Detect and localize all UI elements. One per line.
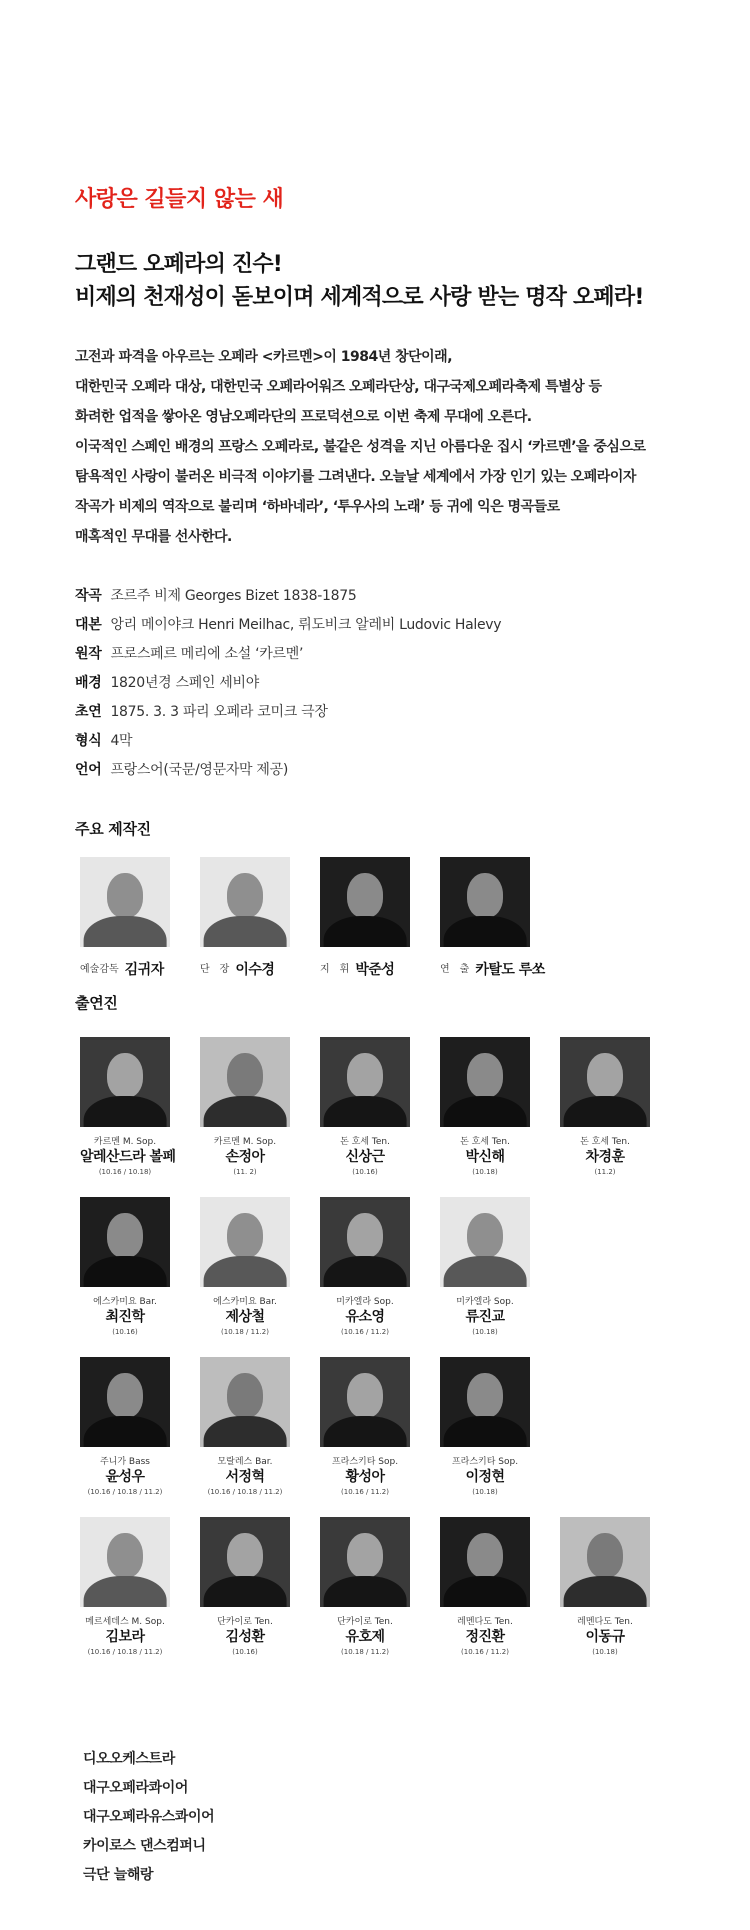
cast-dates: (11. 2) [233, 1168, 257, 1176]
info-label: 형식 [75, 733, 102, 749]
info-value: 4막 [110, 733, 133, 749]
portrait-body-shape [444, 1256, 527, 1287]
portrait-body-shape [204, 1576, 287, 1607]
headline [75, 248, 644, 314]
cast-card [560, 1037, 680, 1177]
cast-caption [440, 1617, 530, 1657]
staff-section-title: 주요 제작진 [75, 820, 151, 838]
portrait-body-shape [564, 1096, 647, 1127]
cast-name: 이정현 [465, 1469, 505, 1485]
info-row-source [75, 640, 501, 669]
cast-caption [80, 1137, 176, 1177]
cast-role: 미카엘라 Sop. [336, 1297, 394, 1307]
intro-line: 대한민국 오페라 대상, 대한민국 오페라어워즈 오페라단상, 대구국제오페라축제 특별상 등 [75, 379, 602, 395]
cast-role: 에스카미요 Bar. [213, 1297, 277, 1307]
intro-line: 탐욕적인 사랑이 불러온 비극적 이야기를 그려낸다. 오늘날 세계에서 가장 인기 있는 오페라이자 [75, 469, 636, 485]
cast-card [320, 1357, 440, 1497]
portrait-photo [440, 1517, 530, 1607]
cast-caption [200, 1137, 290, 1177]
cast-caption [440, 1457, 530, 1497]
info-label: 언어 [75, 762, 102, 778]
portrait-head-shape [587, 1533, 623, 1578]
staff-role: 연 출 [440, 964, 470, 975]
portrait-photo [320, 1197, 410, 1287]
portrait-head-shape [467, 1373, 503, 1418]
cast-role: 카르멘 M. Sop. [93, 1137, 157, 1147]
cast-card [200, 1037, 320, 1177]
cast-dates: (10.18) [592, 1648, 618, 1656]
cast-card [200, 1517, 320, 1657]
portrait-photo [200, 1037, 290, 1127]
cast-caption [320, 1297, 410, 1337]
cast-row [80, 1037, 680, 1177]
portrait-body-shape [324, 1416, 407, 1447]
cast-name: 이동규 [585, 1629, 625, 1645]
portrait-head-shape [227, 1373, 263, 1418]
cast-dates: (10.16 / 10.18 / 11.2) [87, 1648, 163, 1656]
portrait-body-shape [84, 1416, 167, 1447]
intro-line: 화려한 업적을 쌓아온 영남오페라단의 프로덕션으로 이번 축제 무대에 오른다. [75, 409, 532, 425]
portrait-body-shape [84, 1256, 167, 1287]
staff-name: 이수경 [235, 962, 275, 978]
cast-card [200, 1357, 320, 1497]
cast-row [80, 1197, 560, 1337]
cast-section-title: 출연진 [75, 994, 118, 1012]
cast-name: 차경훈 [585, 1149, 625, 1165]
portrait-body-shape [444, 916, 527, 947]
staff-role: 지 휘 [320, 964, 350, 975]
portrait-photo [440, 1357, 530, 1447]
portrait-body-shape [564, 1576, 647, 1607]
portrait-body-shape [204, 916, 287, 947]
info-label: 원작 [75, 646, 102, 662]
cast-dates: (10.18) [472, 1328, 498, 1336]
cast-dates: (10.16 / 11.2) [461, 1648, 509, 1656]
portrait-photo [200, 1357, 290, 1447]
portrait-body-shape [324, 1256, 407, 1287]
info-value: 프로스페르 메리에 소설 ‘카르멘’ [110, 646, 304, 662]
portrait-body-shape [84, 1096, 167, 1127]
portrait-head-shape [107, 1373, 143, 1418]
staff-name: 김귀자 [124, 962, 164, 978]
portrait-photo [80, 1037, 170, 1127]
info-row-composer [75, 582, 501, 611]
info-value: 앙리 메이야크 Henri Meilhac, 뤼도비크 알레비 Ludovic Halevy [110, 617, 502, 633]
tagline: 사랑은 길들지 않는 새 [75, 187, 284, 212]
staff-card [440, 857, 560, 979]
portrait-head-shape [347, 1053, 383, 1098]
cast-dates: (10.18) [472, 1168, 498, 1176]
cast-role: 프라스키타 Sop. [331, 1457, 399, 1467]
portrait-head-shape [347, 873, 383, 918]
portrait-photo [320, 857, 410, 947]
cast-row [80, 1517, 680, 1657]
cast-caption [80, 1297, 170, 1337]
portrait-body-shape [444, 1096, 527, 1127]
cast-card [80, 1517, 200, 1657]
cast-card [440, 1197, 560, 1337]
info-value: 조르주 비제 Georges Bizet 1838-1875 [110, 588, 357, 604]
cast-name: 제상철 [225, 1309, 265, 1325]
portrait-body-shape [324, 1096, 407, 1127]
info-row-language [75, 756, 501, 785]
cast-card [80, 1037, 200, 1177]
cast-card [200, 1197, 320, 1337]
ensemble-item: 카이로스 댄스컴퍼니 [83, 1838, 206, 1854]
cast-role: 에스카미요 Bar. [93, 1297, 157, 1307]
staff-caption [320, 959, 440, 979]
staff-caption [440, 959, 560, 979]
cast-name: 서정혁 [225, 1469, 265, 1485]
cast-dates: (10.16) [352, 1168, 378, 1176]
portrait-photo [560, 1037, 650, 1127]
portrait-head-shape [107, 1533, 143, 1578]
staff-role: 단 장 [200, 964, 230, 975]
cast-name: 류진교 [465, 1309, 505, 1325]
portrait-photo [560, 1517, 650, 1607]
cast-dates: (10.18 / 11.2) [221, 1328, 269, 1336]
portrait-head-shape [107, 873, 143, 918]
portrait-head-shape [347, 1533, 383, 1578]
cast-caption [560, 1617, 650, 1657]
cast-caption [80, 1457, 170, 1497]
intro-line: 고전과 파격을 아우르는 오페라 <카르멘>이 1984년 창단이래, [75, 349, 453, 365]
info-row-setting [75, 669, 501, 698]
cast-name: 김성환 [225, 1629, 265, 1645]
cast-caption [320, 1617, 410, 1657]
intro-line: 매혹적인 무대를 선사한다. [75, 529, 232, 545]
cast-dates: (10.16) [112, 1328, 138, 1336]
cast-name: 유소영 [345, 1309, 385, 1325]
cast-name: 황성아 [345, 1469, 385, 1485]
portrait-body-shape [444, 1576, 527, 1607]
cast-card [560, 1517, 680, 1657]
ensemble-list [83, 1745, 214, 1890]
cast-dates: (10.16 / 11.2) [341, 1328, 389, 1336]
portrait-photo [80, 1197, 170, 1287]
cast-row [80, 1357, 560, 1497]
info-value: 1820년경 스페인 세비야 [110, 675, 259, 691]
portrait-head-shape [467, 1053, 503, 1098]
cast-card [320, 1037, 440, 1177]
headline-line-2: 비제의 천재성이 돋보이며 세계적으로 사랑 받는 명작 오페라! [75, 285, 644, 310]
cast-caption [320, 1137, 410, 1177]
staff-list [80, 857, 560, 979]
staff-card [200, 857, 320, 979]
cast-name: 신상근 [345, 1149, 385, 1165]
info-label: 초연 [75, 704, 102, 720]
info-label: 대본 [75, 617, 102, 633]
cast-card [320, 1197, 440, 1337]
portrait-head-shape [587, 1053, 623, 1098]
portrait-photo [320, 1357, 410, 1447]
intro-line: 이국적인 스페인 배경의 프랑스 오페라로, 불같은 성격을 지닌 아름다운 집시 ‘카르멘’을 중심으로 [75, 439, 646, 455]
cast-name: 알레산드라 볼페 [80, 1149, 176, 1165]
portrait-body-shape [204, 1096, 287, 1127]
portrait-head-shape [227, 873, 263, 918]
cast-caption [440, 1137, 530, 1177]
cast-dates: (10.16 / 10.18 / 11.2) [87, 1488, 163, 1496]
staff-role: 예술감독 [80, 964, 119, 975]
cast-card [440, 1517, 560, 1657]
portrait-body-shape [324, 916, 407, 947]
portrait-body-shape [324, 1576, 407, 1607]
cast-card [80, 1197, 200, 1337]
portrait-photo [80, 1357, 170, 1447]
portrait-head-shape [347, 1213, 383, 1258]
cast-caption [200, 1457, 290, 1497]
portrait-head-shape [107, 1053, 143, 1098]
staff-name: 카탈도 루쏘 [475, 962, 545, 978]
cast-dates: (10.16 / 10.18 / 11.2) [207, 1488, 283, 1496]
ensemble-item: 대구오페라콰이어 [83, 1780, 188, 1796]
info-value: 프랑스어(국문/영문자막 제공) [110, 762, 289, 778]
headline-line-1: 그랜드 오페라의 진수! [75, 252, 283, 277]
cast-caption [200, 1297, 290, 1337]
intro-paragraph [75, 342, 715, 552]
cast-role: 주니가 Bass [99, 1457, 150, 1467]
portrait-photo [200, 1517, 290, 1607]
portrait-head-shape [107, 1213, 143, 1258]
cast-card [80, 1357, 200, 1497]
portrait-body-shape [84, 916, 167, 947]
staff-caption [80, 959, 200, 979]
cast-caption [320, 1457, 410, 1497]
portrait-photo [200, 857, 290, 947]
portrait-head-shape [227, 1213, 263, 1258]
cast-dates: (11.2) [594, 1168, 616, 1176]
staff-card [320, 857, 440, 979]
cast-dates: (10.18) [472, 1488, 498, 1496]
cast-caption [440, 1297, 530, 1337]
portrait-head-shape [467, 873, 503, 918]
cast-role: 메르세데스 M. Sop. [85, 1617, 165, 1627]
portrait-photo [80, 1517, 170, 1607]
info-row-libretto [75, 611, 501, 640]
cast-caption [80, 1617, 170, 1657]
cast-name: 유호제 [345, 1629, 385, 1645]
cast-role: 단카이로 Ten. [337, 1617, 393, 1627]
info-label: 작곡 [75, 588, 102, 604]
cast-role: 미카엘라 Sop. [456, 1297, 514, 1307]
cast-name: 최진학 [105, 1309, 145, 1325]
portrait-body-shape [444, 1416, 527, 1447]
ensemble-item: 디오오케스트라 [83, 1751, 175, 1767]
cast-dates: (10.16 / 11.2) [341, 1488, 389, 1496]
cast-card [440, 1037, 560, 1177]
cast-card [440, 1357, 560, 1497]
portrait-photo [320, 1517, 410, 1607]
portrait-body-shape [84, 1576, 167, 1607]
cast-caption [200, 1617, 290, 1657]
cast-role: 단카이로 Ten. [217, 1617, 273, 1627]
staff-name: 박준성 [355, 962, 395, 978]
cast-role: 프라스키타 Sop. [451, 1457, 519, 1467]
portrait-photo [320, 1037, 410, 1127]
cast-caption [560, 1137, 650, 1177]
staff-caption [200, 959, 320, 979]
portrait-body-shape [204, 1256, 287, 1287]
staff-card [80, 857, 200, 979]
portrait-head-shape [347, 1373, 383, 1418]
portrait-head-shape [467, 1213, 503, 1258]
ensemble-item: 극단 늘해랑 [83, 1867, 154, 1883]
cast-card [320, 1517, 440, 1657]
cast-name: 김보라 [105, 1629, 145, 1645]
portrait-body-shape [204, 1416, 287, 1447]
work-info-list [75, 582, 501, 785]
portrait-photo [440, 1037, 530, 1127]
cast-name: 윤성우 [105, 1469, 145, 1485]
cast-name: 박신해 [465, 1149, 505, 1165]
portrait-photo [80, 857, 170, 947]
cast-role: 카르멘 M. Sop. [213, 1137, 277, 1147]
cast-dates: (10.18 / 11.2) [341, 1648, 389, 1656]
cast-role: 돈 호세 Ten. [340, 1137, 390, 1147]
portrait-photo [200, 1197, 290, 1287]
info-row-format [75, 727, 501, 756]
cast-name: 정진환 [465, 1629, 505, 1645]
cast-role: 레멘다도 Ten. [577, 1617, 633, 1627]
cast-role: 레멘다도 Ten. [457, 1617, 513, 1627]
info-row-premiere [75, 698, 501, 727]
portrait-photo [440, 857, 530, 947]
cast-name: 손정아 [225, 1149, 265, 1165]
portrait-head-shape [227, 1053, 263, 1098]
portrait-photo [440, 1197, 530, 1287]
cast-dates: (10.16) [232, 1648, 258, 1656]
cast-role: 돈 호세 Ten. [460, 1137, 510, 1147]
cast-dates: (10.16 / 10.18) [98, 1168, 152, 1176]
cast-role: 모랄레스 Bar. [217, 1457, 273, 1467]
info-value: 1875. 3. 3 파리 오페라 코미크 극장 [110, 704, 328, 720]
portrait-head-shape [467, 1533, 503, 1578]
intro-line: 작곡가 비제의 역작으로 불리며 ‘하바네라’, ‘투우사의 노래’ 등 귀에 익은 명곡들로 [75, 499, 560, 515]
info-label: 배경 [75, 675, 102, 691]
ensemble-item: 대구오페라유스콰이어 [83, 1809, 215, 1825]
cast-role: 돈 호세 Ten. [580, 1137, 630, 1147]
portrait-head-shape [227, 1533, 263, 1578]
